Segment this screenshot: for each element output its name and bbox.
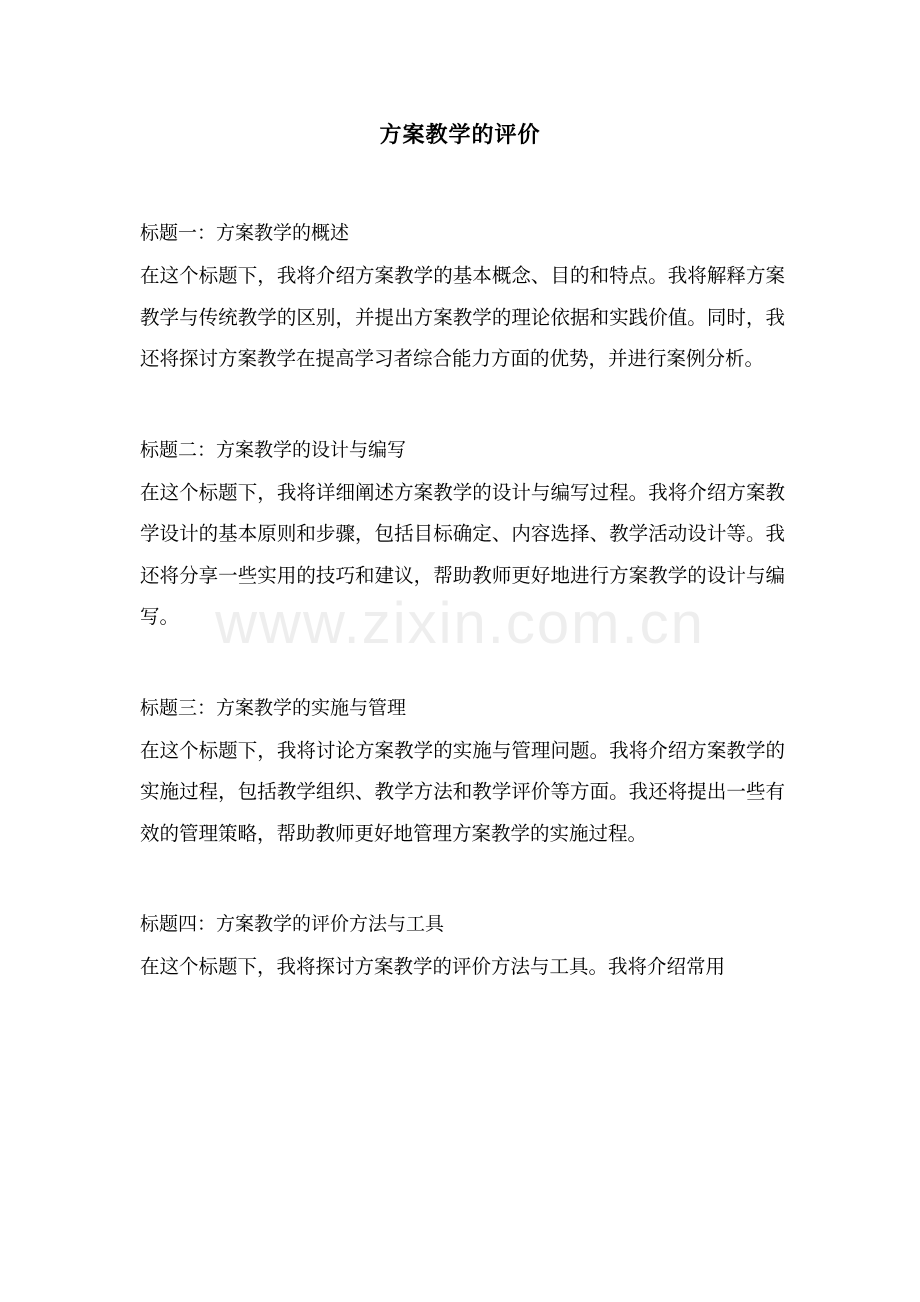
section-heading: 标题三：方案教学的实施与管理: [140, 696, 407, 719]
section-3: [140, 688, 785, 855]
section-1: [140, 213, 785, 380]
section-heading: 标题一：方案教学的概述: [140, 222, 350, 244]
section-body: 在这个标题下，我将详细阐述方案教学的设计与编写过程。我将介绍方案教学设计的基本原则和步骤，包括目标确定、内容选择、教学活动设计等。我还将分享一些实用的技巧和建议，帮助教师更好地进行方案教学的设计与编写。: [140, 480, 785, 628]
section-body: 在这个标题下，我将讨论方案教学的实施与管理问题。我将介绍方案教学的实施过程，包括教学组织、教学方法和教学评价等方面。我还将提出一些有效的管理策略，帮助教师更好地管理方案教学的实施过程。: [140, 738, 785, 845]
section-heading: 标题二：方案教学的设计与编写: [140, 438, 407, 461]
section-4: [140, 904, 785, 988]
document-title: 方案教学的评价: [379, 122, 541, 148]
section-body: 在这个标题下，我将介绍方案教学的基本概念、目的和特点。我将解释方案教学与传统教学的区别，并提出方案教学的理论依据和实践价值。同时，我还将探讨方案教学在提高学习者综合能力方面的优势，并进行案例分析。: [140, 264, 785, 370]
document-content: [140, 213, 785, 1038]
section-2: [140, 430, 785, 638]
section-body: 在这个标题下，我将探讨方案教学的评价方法与工具。我将介绍常用: [140, 955, 726, 978]
watermark: www.zixin.com.cn: [215, 591, 705, 656]
section-heading: 标题四：方案教学的评价方法与工具: [140, 913, 445, 935]
